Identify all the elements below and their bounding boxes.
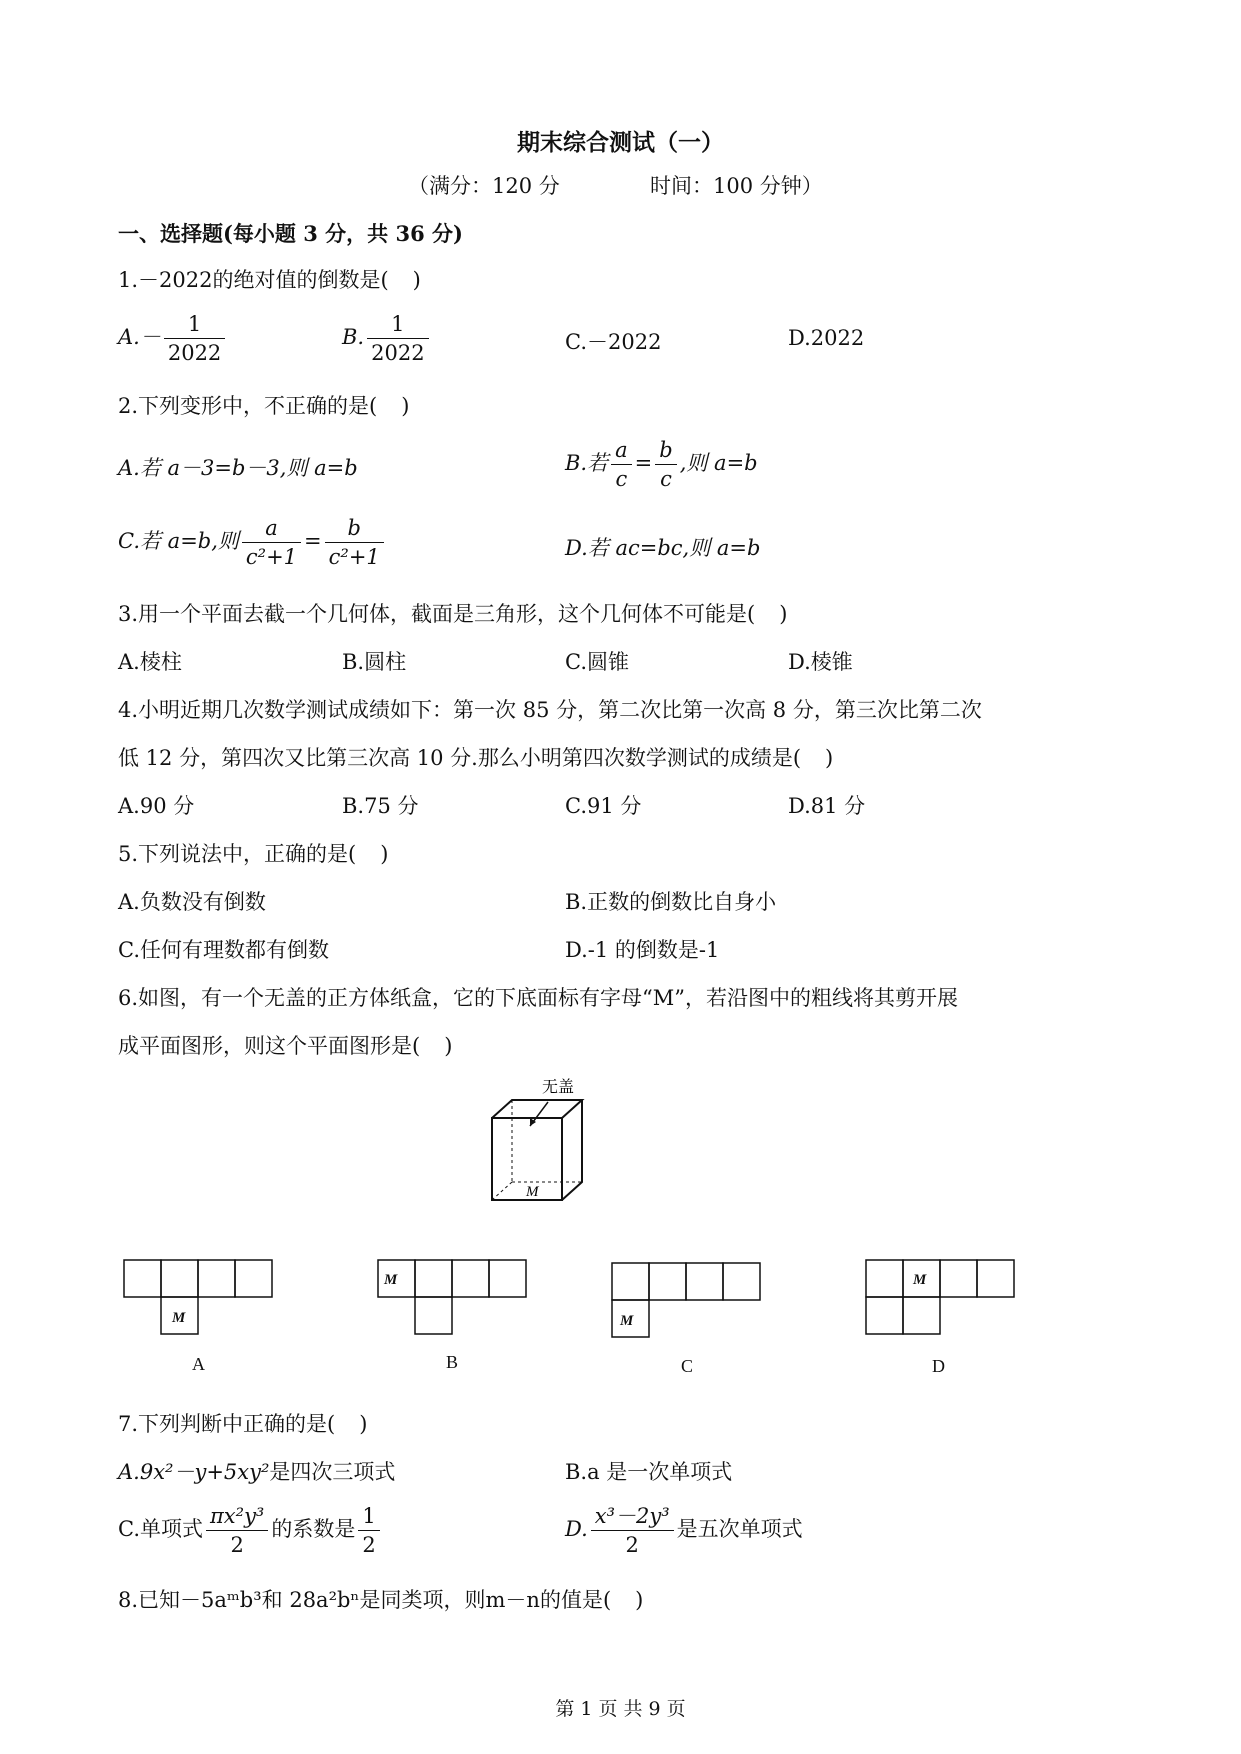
q7-option-b: B.a 是一次单项式 xyxy=(565,1460,733,1484)
question-2-stem: 2.下列变形中，不正确的是( xyxy=(118,394,378,418)
q7-option-c-num: πx²y³ xyxy=(206,1502,268,1531)
q7-option-a-expr: A.9x²－y+5xy² xyxy=(118,1460,270,1484)
q2-option-c-f2-den: c²+1 xyxy=(328,545,380,569)
q2-option-b xyxy=(565,436,758,493)
question-3-close: ) xyxy=(779,602,788,626)
q4-option-a: A.90 分 xyxy=(118,794,195,818)
net-b-label: B xyxy=(446,1352,459,1372)
q3-option-b: B.圆柱 xyxy=(342,650,407,674)
q2-option-b-f2-den: c xyxy=(660,467,672,491)
open-cube-figure xyxy=(480,1072,600,1208)
q4-option-d: D.81 分 xyxy=(788,794,866,818)
q5-option-d: D.-1 的倒数是-1 xyxy=(565,938,720,962)
cube-top-edges xyxy=(492,1100,582,1118)
q7-option-d-num: x³－2y³ xyxy=(591,1502,674,1531)
question-1 xyxy=(118,264,421,294)
q7-option-c xyxy=(118,1502,383,1559)
q3-option-a: A.棱柱 xyxy=(118,650,182,674)
full-marks: （满分：120 分 xyxy=(408,174,560,198)
q7-option-a-text: 是四次三项式 xyxy=(269,1460,396,1484)
q4-option-b: B.75 分 xyxy=(342,794,419,818)
question-8 xyxy=(118,1584,643,1614)
net-b xyxy=(378,1260,526,1334)
q2-option-c-f1-num: a xyxy=(242,514,301,543)
q7-option-c-pre: C.单项式 xyxy=(118,1517,203,1541)
net-d xyxy=(866,1260,1014,1334)
q1-option-d: D.2022 xyxy=(788,326,865,350)
q5-option-c: C.任何有理数都有倒数 xyxy=(118,938,329,962)
q3-option-c: C.圆锥 xyxy=(565,650,629,674)
q7-option-c-coef-num: 1 xyxy=(358,1502,379,1531)
question-7-close: ) xyxy=(359,1412,368,1436)
question-6-line1: 6.如图，有一个无盖的正方体纸盒，它的下底面标有字母“M”，若沿图中的粗线将其剪开展 xyxy=(118,986,959,1010)
cube-nets-figure xyxy=(118,1250,1038,1380)
question-4-stem: 低 12 分，第四次又比第三次高 10 分.那么小明第四次数学测试的成绩是( xyxy=(118,746,802,770)
q2-option-b-f1-den: c xyxy=(615,467,628,491)
question-8-close: ) xyxy=(635,1588,644,1612)
q2-option-d: D.若 ac=bc,则 a=b xyxy=(565,536,761,560)
net-a-label: A xyxy=(192,1354,205,1374)
q1-option-a xyxy=(118,310,228,367)
q1-option-a-label: A.－ xyxy=(118,325,161,349)
q2-option-b-eq: = xyxy=(634,451,653,475)
net-a xyxy=(124,1260,272,1334)
q1-option-a-denominator: 2022 xyxy=(167,341,222,365)
q1-option-a-numerator: 1 xyxy=(164,310,225,339)
q4-option-c: C.91 分 xyxy=(565,794,642,818)
net-c xyxy=(612,1263,760,1337)
cube-label: 无盖 xyxy=(542,1079,575,1096)
question-3-stem: 3.用一个平面去截一个几何体，截面是三角形，这个几何体不可能是( xyxy=(118,602,756,626)
q1-option-b-denominator: 2022 xyxy=(371,341,425,365)
q2-option-b-f1-num: a xyxy=(611,436,632,465)
question-1-stem: 1.－2022的绝对值的倒数是( xyxy=(118,268,389,292)
cube-face-letter: M xyxy=(526,1184,539,1200)
q1-option-b-label: B. xyxy=(342,325,365,349)
question-4-line2 xyxy=(118,742,833,772)
net-b-m-letter: M xyxy=(384,1272,398,1288)
net-d-label: D xyxy=(932,1356,945,1376)
q7-option-d xyxy=(565,1502,803,1559)
net-c-label: C xyxy=(681,1356,694,1376)
page-title: 期末综合测试（一） xyxy=(517,129,724,156)
q3-option-d: D.棱锥 xyxy=(788,650,853,674)
question-4-line1: 4.小明近期几次数学测试成绩如下：第一次 85 分，第二次比第一次高 8 分，第三次比第二次 xyxy=(118,698,982,722)
q5-option-b: B.正数的倒数比自身小 xyxy=(565,890,777,914)
q5-option-a: A.负数没有倒数 xyxy=(118,890,266,914)
question-7 xyxy=(118,1408,367,1438)
question-2-close: ) xyxy=(401,394,410,418)
question-2 xyxy=(118,390,409,420)
q2-option-b-f2-num: b xyxy=(655,436,676,465)
question-5 xyxy=(118,838,388,868)
q7-option-d-den: 2 xyxy=(625,1533,639,1557)
question-6-stem: 成平面图形，则这个平面图形是( xyxy=(118,1034,421,1058)
question-6-line2 xyxy=(118,1030,452,1060)
question-1-close: ) xyxy=(412,268,421,292)
question-6-close: ) xyxy=(444,1034,453,1058)
question-8-stem: 8.已知－5aᵐb³和 28a²bⁿ是同类项，则m－n的值是( xyxy=(118,1588,612,1612)
exam-time: 时间：100 分钟） xyxy=(650,174,823,198)
q2-option-c-f1-den: c²+1 xyxy=(245,545,298,569)
q7-option-d-pre: D. xyxy=(565,1517,588,1541)
question-7-stem: 7.下列判断中正确的是( xyxy=(118,1412,336,1436)
q2-option-b-pre: B.若 xyxy=(565,451,609,475)
q1-option-c: C.－2022 xyxy=(565,330,662,354)
q7-option-d-post: 是五次单项式 xyxy=(676,1517,803,1541)
q2-option-b-post: ,则 a=b xyxy=(679,451,758,475)
section-heading: 一、选择题(每小题 3 分，共 36 分) xyxy=(118,221,463,246)
q2-option-c-eq: = xyxy=(304,529,322,553)
net-a-m-letter: M xyxy=(172,1310,186,1326)
question-3 xyxy=(118,598,787,628)
q1-option-b-numerator: 1 xyxy=(367,310,428,339)
question-5-stem: 5.下列说法中，正确的是( xyxy=(118,842,357,866)
q2-option-a: A.若 a－3=b－3,则 a=b xyxy=(118,456,358,480)
q7-option-c-coef-den: 2 xyxy=(362,1533,376,1557)
q7-option-c-mid: 的系数是 xyxy=(271,1517,356,1541)
net-c-m-letter: M xyxy=(620,1313,634,1329)
page-footer: 第 1 页 共 9 页 xyxy=(555,1698,686,1720)
q7-option-c-den: 2 xyxy=(230,1533,244,1557)
net-d-m-letter: M xyxy=(913,1272,927,1288)
q1-option-b xyxy=(342,310,432,367)
q7-option-a xyxy=(118,1456,395,1486)
q2-option-c-f2-num: b xyxy=(325,514,384,543)
question-4-close: ) xyxy=(825,746,834,770)
q2-option-c xyxy=(118,514,387,571)
question-5-close: ) xyxy=(380,842,389,866)
q2-option-c-pre: C.若 a=b,则 xyxy=(118,529,239,553)
